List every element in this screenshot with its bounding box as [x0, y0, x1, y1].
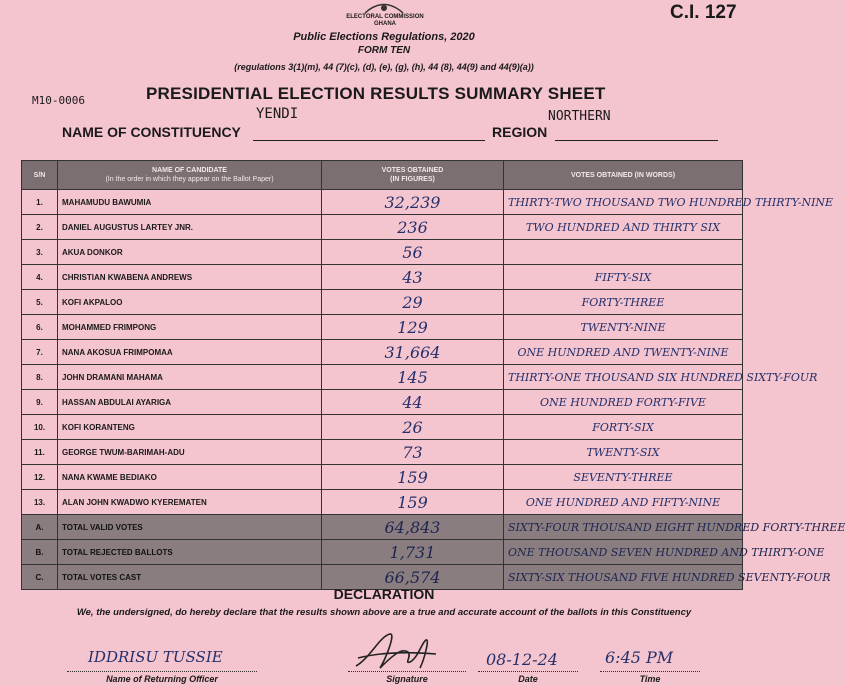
table-header-row — [22, 161, 743, 190]
date-line — [478, 671, 578, 672]
region-label: REGION — [492, 124, 548, 140]
candidate-row — [22, 340, 743, 365]
region-value: NORTHERN — [548, 109, 611, 124]
serial-number: 1. — [22, 190, 58, 215]
candidate-name: MOHAMMED FRIMPONG — [58, 315, 322, 340]
serial-number: C. — [22, 565, 58, 590]
candidate-row — [22, 190, 743, 215]
constituency-value: YENDI — [256, 106, 299, 122]
serial-number: A. — [22, 515, 58, 540]
votes-figures: 31,664 — [322, 340, 504, 365]
candidate-row — [22, 440, 743, 465]
votes-words: TWENTY-SIX — [504, 440, 743, 465]
serial-number: 13. — [22, 490, 58, 515]
time-label: Time — [639, 674, 661, 684]
votes-words: ONE HUNDRED AND TWENTY-NINE — [504, 340, 743, 365]
candidate-name: HASSAN ABDULAI AYARIGA — [58, 390, 322, 415]
candidate-row — [22, 240, 743, 265]
signature-label: Signature — [386, 674, 428, 684]
declaration-text: We, the undersigned, do hereby declare that the results shown above are a true and accurate account of the ballots in this Constituency — [76, 607, 692, 618]
serial-number: 3. — [22, 240, 58, 265]
region-underline — [555, 140, 718, 141]
candidate-row — [22, 415, 743, 440]
votes-figures: 1,731 — [322, 540, 504, 565]
header-candidate: NAME OF CANDIDATE (In the order in which they appear on the Ballot Paper) — [58, 161, 322, 190]
candidate-name: NANA KWAME BEDIAKO — [58, 465, 322, 490]
serial-number: 5. — [22, 290, 58, 315]
votes-words: ONE THOUSAND SEVEN HUNDRED AND THIRTY-ONE — [504, 540, 743, 565]
votes-figures: 159 — [322, 465, 504, 490]
declaration-title: DECLARATION — [333, 586, 435, 602]
serial-number: 7. — [22, 340, 58, 365]
page-title: PRESIDENTIAL ELECTION RESULTS SUMMARY SHEET — [146, 84, 606, 103]
officer-label: Name of Returning Officer — [106, 674, 218, 684]
constituency-label: NAME OF CONSTITUENCY — [62, 124, 241, 140]
votes-words: FORTY-THREE — [504, 290, 743, 315]
votes-figures: 44 — [322, 390, 504, 415]
serial-number: 10. — [22, 415, 58, 440]
candidate-name: KOFI KORANTENG — [58, 415, 322, 440]
returning-officer-name: IDDRISU TUSSIE — [88, 648, 223, 666]
serial-number: 2. — [22, 215, 58, 240]
votes-figures: 66,574 — [322, 565, 504, 590]
serial-number: 12. — [22, 465, 58, 490]
votes-figures: 236 — [322, 215, 504, 240]
votes-words: THIRTY-ONE THOUSAND SIX HUNDRED SIXTY-FOUR — [504, 365, 743, 390]
regulations-reference: (regulations 3(1)(m), 44 (7)(c), (d), (e), (g), (h), 44 (8), 44(9) and 44(9)(a)) — [234, 62, 534, 72]
candidate-name: MAHAMUDU BAWUMIA — [58, 190, 322, 215]
votes-words: THIRTY-TWO THOUSAND TWO HUNDRED THIRTY-NINE — [504, 190, 743, 215]
constituency-code: M10-0006 — [32, 94, 85, 107]
candidate-row — [22, 290, 743, 315]
total-row — [22, 515, 743, 540]
votes-figures: 145 — [322, 365, 504, 390]
votes-figures: 73 — [322, 440, 504, 465]
results-table — [21, 160, 845, 590]
votes-figures: 32,239 — [322, 190, 504, 215]
serial-number: 8. — [22, 365, 58, 390]
votes-words: SIXTY-FOUR THOUSAND EIGHT HUNDRED FORTY-THREE — [504, 515, 743, 540]
candidate-name: GEORGE TWUM-BARIMAH-ADU — [58, 440, 322, 465]
total-label: TOTAL VOTES CAST — [58, 565, 322, 590]
candidate-name: CHRISTIAN KWABENA ANDREWS — [58, 265, 322, 290]
candidate-row — [22, 365, 743, 390]
votes-words: ONE HUNDRED AND FIFTY-NINE — [504, 490, 743, 515]
total-label: TOTAL REJECTED BALLOTS — [58, 540, 322, 565]
candidate-name: JOHN DRAMANI MAHAMA — [58, 365, 322, 390]
candidate-name: NANA AKOSUA FRIMPOMAA — [58, 340, 322, 365]
votes-words: FIFTY-SIX — [504, 265, 743, 290]
votes-words: SEVENTY-THREE — [504, 465, 743, 490]
serial-number: 6. — [22, 315, 58, 340]
total-row — [22, 540, 743, 565]
date-value: 08-12-24 — [486, 650, 558, 669]
header-words: VOTES OBTAINED (IN WORDS) — [504, 161, 743, 190]
candidate-name: DANIEL AUGUSTUS LARTEY JNR. — [58, 215, 322, 240]
form-code: C.I. 127 — [670, 2, 737, 23]
votes-figures: 43 — [322, 265, 504, 290]
date-label: Date — [518, 674, 538, 684]
candidate-row — [22, 390, 743, 415]
votes-figures: 64,843 — [322, 515, 504, 540]
signature-mark — [350, 628, 440, 674]
header-sn: S/N — [22, 161, 58, 190]
candidate-row — [22, 465, 743, 490]
votes-figures: 159 — [322, 490, 504, 515]
candidate-row — [22, 315, 743, 340]
votes-figures: 29 — [322, 290, 504, 315]
total-label: TOTAL VALID VOTES — [58, 515, 322, 540]
candidate-name: KOFI AKPALOO — [58, 290, 322, 315]
votes-figures: 56 — [322, 240, 504, 265]
regulations-title: Public Elections Regulations, 2020 — [293, 31, 475, 43]
signature-line — [348, 671, 466, 672]
serial-number: 9. — [22, 390, 58, 415]
candidate-name: AKUA DONKOR — [58, 240, 322, 265]
constituency-underline — [253, 140, 485, 141]
officer-line — [67, 671, 257, 672]
votes-words: TWO HUNDRED AND THIRTY SIX — [504, 215, 743, 240]
serial-number: 4. — [22, 265, 58, 290]
votes-words: SIXTY-SIX THOUSAND FIVE HUNDRED SEVENTY-FOUR — [504, 565, 743, 590]
candidate-row — [22, 490, 743, 515]
time-value: 6:45 PM — [605, 648, 674, 667]
form-name: FORM TEN — [357, 45, 411, 56]
candidate-name: ALAN JOHN KWADWO KYEREMATEN — [58, 490, 322, 515]
commission-name: ELECTORAL COMMISSION GHANA — [346, 14, 424, 27]
candidate-row — [22, 215, 743, 240]
votes-words — [504, 240, 743, 265]
votes-figures: 26 — [322, 415, 504, 440]
ec-crest-icon — [355, 0, 413, 14]
votes-words: FORTY-SIX — [504, 415, 743, 440]
serial-number: B. — [22, 540, 58, 565]
votes-words: TWENTY-NINE — [504, 315, 743, 340]
votes-words: ONE HUNDRED FORTY-FIVE — [504, 390, 743, 415]
header-figures: VOTES OBTAINED (IN FIGURES) — [322, 161, 504, 190]
votes-figures: 129 — [322, 315, 504, 340]
time-line — [600, 671, 700, 672]
candidate-row — [22, 265, 743, 290]
serial-number: 11. — [22, 440, 58, 465]
